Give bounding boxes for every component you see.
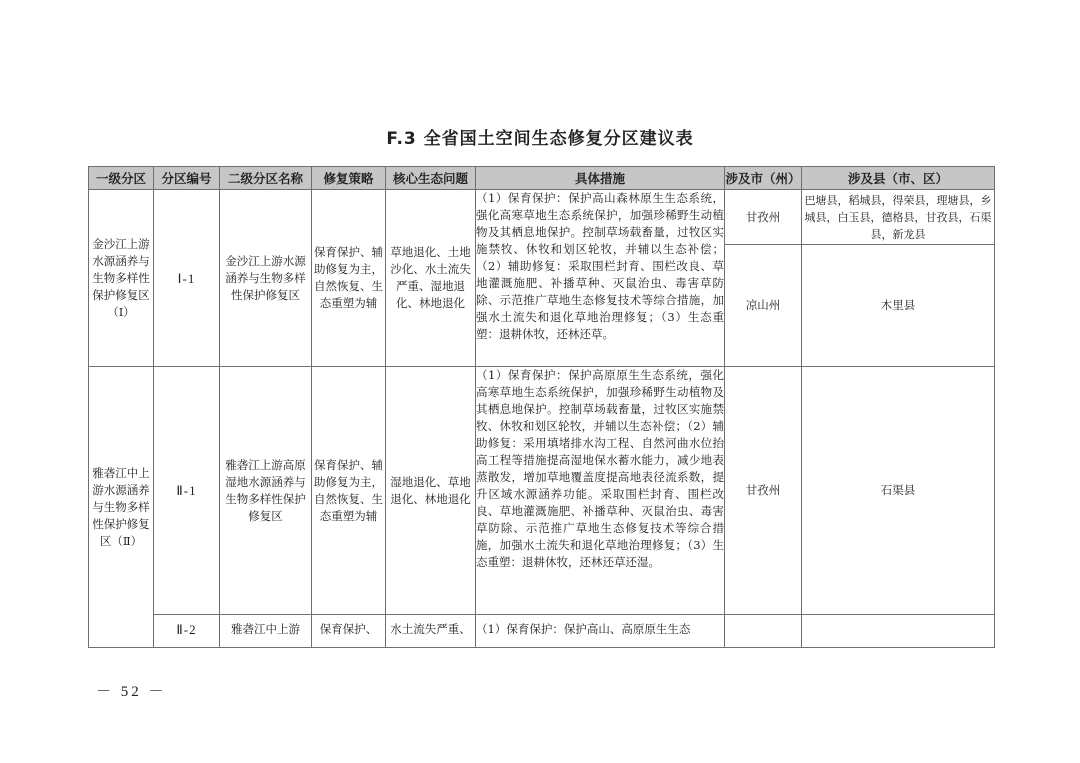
strategy-cell: 保育保护、辅助修复为主，自然恢复、生态重塑为辅 [312, 367, 386, 615]
table-row [89, 367, 995, 615]
header-city: 涉及市（州） [725, 167, 802, 190]
header-secondary-zone: 二级分区名称 [220, 167, 312, 190]
primary-zone-cell: 雅砻江中上游水源涵养与生物多样性保护修复区（Ⅱ） [89, 367, 154, 648]
table-header-row [89, 167, 995, 190]
header-zone-code: 分区编号 [154, 167, 220, 190]
measures-cell: （1）保育保护：保护高山、高原原生生态 [476, 615, 725, 648]
table-row [89, 190, 995, 245]
secondary-zone-cell: 雅砻江中上游 [220, 615, 312, 648]
counties-cell: 巴塘县，稻城县，得荣县，理塘县，乡城县，白玉县，德格县，甘孜县，石渠县，新龙县 [802, 190, 995, 245]
city-cell: 甘孜州 [725, 190, 802, 245]
page-number: － 52 － [96, 684, 167, 700]
zone-code-cell: Ⅰ-1 [154, 190, 220, 367]
city-cell: 甘孜州 [725, 367, 802, 615]
strategy-cell: 保育保护、 [312, 615, 386, 648]
header-strategy: 修复策略 [312, 167, 386, 190]
header-core-problem: 核心生态问题 [386, 167, 476, 190]
counties-cell [802, 615, 995, 648]
core-problem-cell: 湿地退化、草地退化、林地退化 [386, 367, 476, 615]
zone-code-cell: Ⅱ-2 [154, 615, 220, 648]
city-cell [725, 615, 802, 648]
secondary-zone-cell: 金沙江上游水源涵养与生物多样性保护修复区 [220, 190, 312, 367]
counties-cell: 石渠县 [802, 367, 995, 615]
strategy-cell: 保育保护、辅助修复为主，自然恢复、生态重塑为辅 [312, 190, 386, 367]
measures-cell: （1）保育保护：保护高山森林原生生态系统，强化高寒草地生态系统保护，加强珍稀野生动植物及其栖息地保护。控制草场载畜量，过牧区实施禁牧、休牧和划区轮牧，并辅以生态补偿；（2）辅助修复：采取围栏封育、围栏改良、草地灌溉施肥、补播草种、灭鼠治虫、毒害草防除、示范推广草地生态修复技术等综合措施，加强水土流失和退化草地治理修复；（3）生态重塑：退耕休牧，还林还草。 [476, 190, 725, 367]
primary-zone-cell: 金沙江上游水源涵养与生物多样性保护修复区（Ⅰ） [89, 190, 154, 367]
page-title: F.3 全省国土空间生态修复分区建议表 [386, 129, 694, 149]
secondary-zone-cell: 雅砻江上游高原湿地水源涵养与生物多样性保护修复区 [220, 367, 312, 615]
core-problem-cell: 水土流失严重、 [386, 615, 476, 648]
core-problem-cell: 草地退化、土地沙化、水土流失严重、湿地退化、林地退化 [386, 190, 476, 367]
header-measures: 具体措施 [476, 167, 725, 190]
counties-cell: 木里县 [802, 245, 995, 367]
zone-code-cell: Ⅱ-1 [154, 367, 220, 615]
header-counties: 涉及县（市、区） [802, 167, 995, 190]
header-primary-zone: 一级分区 [89, 167, 154, 190]
city-cell: 凉山州 [725, 245, 802, 367]
table-row [89, 615, 995, 648]
measures-cell: （1）保育保护：保护高原原生生态系统，强化高寒草地生态系统保护，加强珍稀野生动植物及其栖息地保护。控制草场载畜量，过牧区实施禁牧、休牧和划区轮牧，并辅以生态补偿；（2）辅助修复：采用填堵排水沟工程、自然河曲水位抬高工程等措施提高湿地保水蓄水能力，减少地表蒸散发，增加草地覆盖度提高地表径流系数，提升区域水源涵养功能。采取围栏封育、围栏改良、草地灌溉施肥、补播草种、灭鼠治虫、毒害草防除、示范推广草地生态修复技术等综合措施，加强水土流失和退化草地治理修复；（3）生态重塑：退耕休牧，还林还草还湿。 [476, 367, 725, 615]
restoration-zoning-table [88, 166, 995, 648]
